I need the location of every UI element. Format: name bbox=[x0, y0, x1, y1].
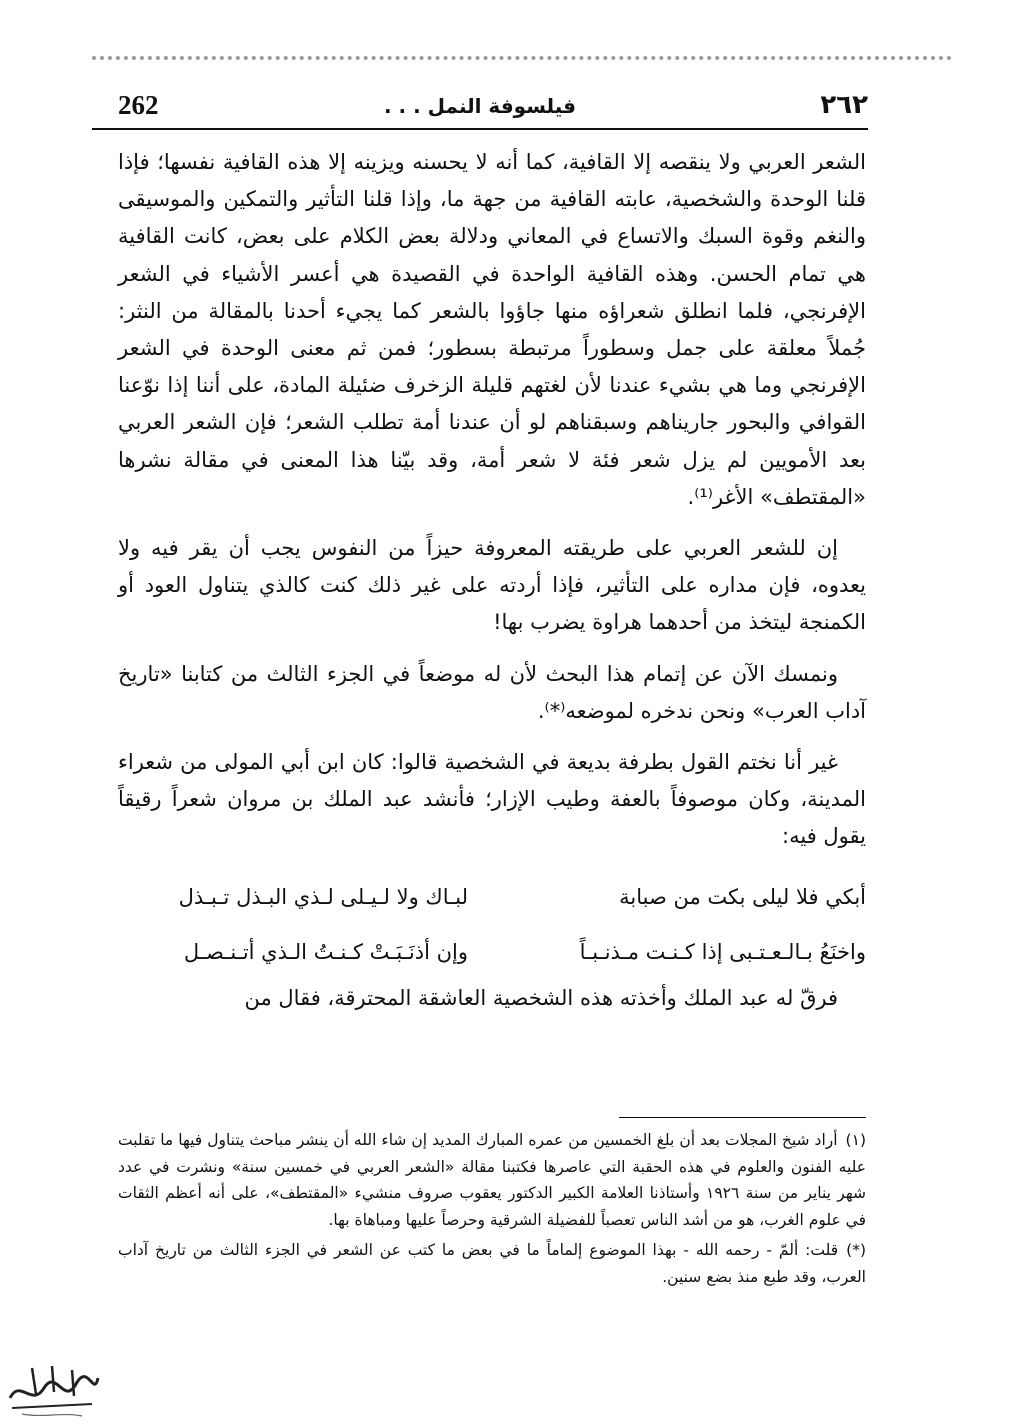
footnote-2-mark: (*) bbox=[846, 1241, 866, 1259]
running-title: فيلسوفة النمل . . . bbox=[384, 94, 576, 118]
paragraph-4: غير أنا نختم القول بطرفة بديعة في الشخصية قالوا: كان ابن أبي المولى من شعراء المدينة، وكان موصوفاً بالعفة وطيب الإزار؛ فأنشد عبد الملك بن مروان شعراً رقيقاً يقول فيه: bbox=[118, 750, 866, 849]
closing-line: فرقّ له عبد الملك وأخذته هذه الشخصية العاشقة المحترقة، فقال من bbox=[244, 985, 838, 1010]
footnote-1-mark: (١) bbox=[845, 1131, 866, 1149]
verse-2-first-hemistich: واخنَعُ بـالـعـتـبى إذا كـنـت مـذنـبـاً bbox=[579, 939, 866, 964]
decorative-dotted-border bbox=[92, 56, 952, 70]
paragraph-1: الشعر العربي ولا ينقصه إلا القافية، كما أنه لا يحسنه ويزينه إلا هذه القافية نفسها؛ فإذا قلنا الوحدة والشخصية، عابته القافية من جهة ما، وإذا قلنا التأثير والتمكين والموسيقى والنغم وقوة السبك والاتساع في المعاني ودلالة بعض الكلام على بعض، كانت القافية هي تمام الحسن. وهذه القافية الواحدة في القصيدة هي أعسر الأشياء في الشعر الإفرنجي، فلما انطلق شعراؤه منها جاؤوا بالشعر كما يجيء أحدنا بالمقالة من النثر: جُملاً معلقة على جمل وسطوراً مرتبطة بسطور؛ فمن ثم معنى الوحدة في الشعر الإفرنجي وما هي بشيء عندنا لأن لغتهم قليلة الزخرف ضئيلة المادة، على أننا إذا نوّعنا القوافي والبحور جاريناهم وسبقناهم لو أن عندنا أمة تطلب الشعر؛ فإن الشعر العربي بعد الأمويين لم يزل شعر فئة لا شعر أمة، وقد بيّنا هذا المعنى في مقالة نشرها «المقتطف» الأغر⁽¹⁾. bbox=[118, 150, 866, 509]
verse-1-second-hemistich: لبـاك ولا لـيـلى لـذي البـذل تـبـذل bbox=[178, 884, 468, 909]
footnote-1-text: أراد شيخ المجلات بعد أن بلغ الخمسين من عمره المبارك المديد إن شاء الله أن ينشر مباحث يتناول فيها ما تقلبت عليه الفنون والعلوم في هذه الحقبة التي عاصرها فكتبنا مقالة «الشعر العربي في خمسين سنة» ونشرت في عدد شهر يناير من سنة ١٩٢٦ وأستاذنا العلامة الكبير الدكتور يعقوب صروف منشيء «المقتطف»، على أنه أعظم الثقات في علوم الغرب، هو من أشد الناس تعصباً للفضيلة الشرقية وحرصاً عليها ومباهاة بها. bbox=[118, 1131, 866, 1229]
verse-1-first-hemistich: أبكي فلا ليلى بكت من صبابة bbox=[619, 884, 866, 909]
paragraph-3: ونمسك الآن عن إتمام هذا البحث لأن له موضعاً في الجزء الثالث من كتابنا «تاريخ آداب العرب» ونحن ندخره لموضعه⁽*⁾. bbox=[118, 661, 866, 723]
poem-verse-2 bbox=[118, 925, 866, 980]
page-header bbox=[92, 88, 868, 130]
footnote-1 bbox=[118, 1127, 866, 1233]
footnote-2-text: قلت: ألمّ - رحمه الله - بهذا الموضوع إلماماً ما في بعض ما كتب عن الشعر في الجزء الثالث من تاريخ آداب العرب، وقد طبع منذ بضع سنين. bbox=[118, 1241, 866, 1286]
page-number-latin: 262 bbox=[118, 90, 159, 120]
poem bbox=[118, 870, 866, 980]
paragraph-2: إن للشعر العربي على طريقته المعروفة حيزاً من النفوس يجب أن يقر فيه ولا يعدوه، فإن مداره على التأثير، فإذا أردته على غير ذلك كنت كالذي يتناول العود أو الكمنجة ليتخذ من أحدهما هراوة يضرب بها! bbox=[118, 536, 866, 635]
footnote-separator bbox=[619, 1117, 866, 1118]
page-number-arabic: ٢٦٢ bbox=[820, 90, 868, 120]
main-text bbox=[118, 144, 866, 1017]
poem-verse-1 bbox=[118, 870, 866, 925]
verse-2-second-hemistich: وإن أذنَـبَـتْ كـنـتُ الـذي أتـنـصـل bbox=[183, 939, 468, 964]
footnotes bbox=[118, 1127, 866, 1290]
watermark-logo bbox=[2, 1358, 102, 1420]
footnote-2 bbox=[118, 1237, 866, 1290]
